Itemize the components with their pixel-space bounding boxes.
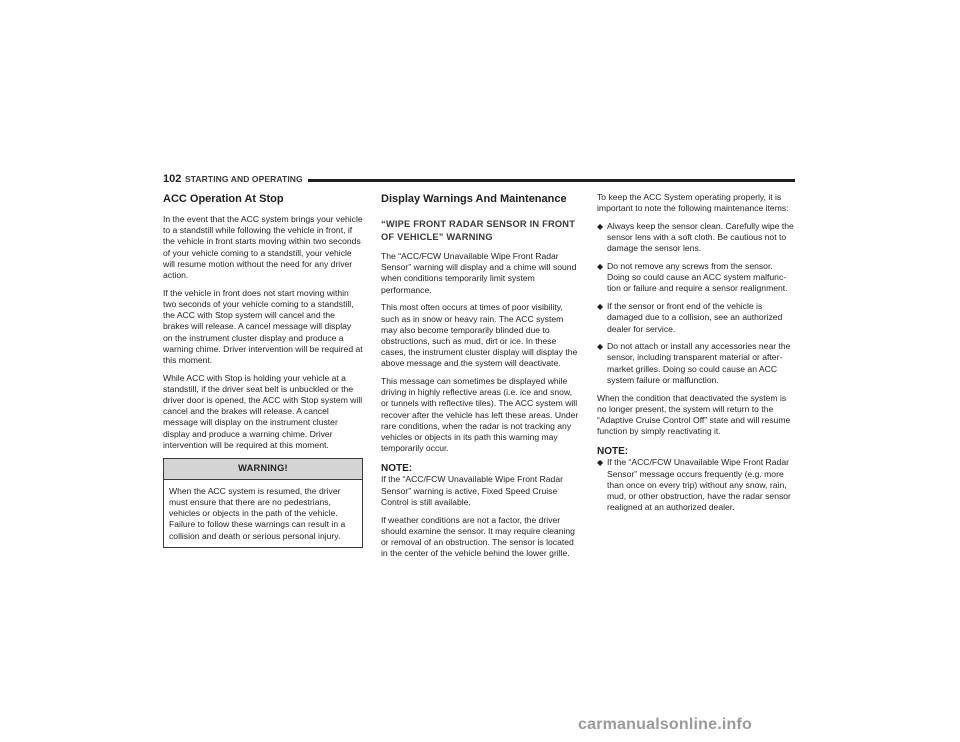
note-list <box>597 457 797 513</box>
list-item-text: If the “ACC/FCW Unavailable Wipe Front Radar Sensor” message occurs frequently (e.g. more than once on every trip) without any snow, rain, mud, or other obstruction, have the radar sensor realigned at an authorized dealer. <box>607 457 791 513</box>
paragraph: This message can sometimes be displayed while driving in highly reflective areas (i.e. ice and snow, or tunnels with reflective tiles). The ACC system will recover after the vehicle has left these areas. Under rare conditions, when the radar is not tracking any vehicles or objects in its path this warning may temporarily occur. <box>381 376 579 454</box>
column-middle <box>381 192 581 566</box>
column-left <box>163 192 363 548</box>
list-item <box>597 221 797 255</box>
list-item-text: If the sensor or front end of the vehicle is damaged due to a collision, see an authorized dealer for service. <box>607 301 783 334</box>
diamond-bullet-icon: ◆ <box>597 221 604 231</box>
list-item <box>597 301 797 335</box>
note-label: NOTE: <box>597 446 629 458</box>
list-item <box>597 457 797 513</box>
paragraph: While ACC with Stop is holding your vehicle at a standstill, if the driver seat belt is unbuckled or the driver door is opened, the ACC with Stop system will cancel and the brakes will release. A cancel message will display on the instrument cluster display and produce a warning chime. Driver intervention will be required at this moment. <box>163 372 363 450</box>
header-rule <box>308 179 795 182</box>
watermark: carmanualsonline.info <box>578 716 753 733</box>
list-item <box>597 341 797 386</box>
wipe-radar-subheading: “WIPE FRONT RADAR SENSOR IN FRONT OF VEHICLE” WARNING <box>381 219 576 242</box>
note-paragraph: If weather conditions are not a factor, the driver should examine the sensor. It may require cleaning or removal of an obstruction. The sensor is located in the center of the vehicle behind the lower grille. <box>381 514 575 559</box>
acc-stop-heading: ACC Operation At Stop <box>163 193 284 205</box>
maintenance-list <box>597 221 797 386</box>
paragraph: If the vehicle in front does not start moving within two seconds of your vehicle coming to a standstill, the ACC with Stop system will cancel and the brakes will release. A cancel message will display on the instrument cluster display and produce a warning chime. Driver intervention will be required at this moment. <box>163 287 363 365</box>
paragraph: The “ACC/FCW Unavailable Wipe Front Radar Sensor” warning will display and a chime will sound when conditions temporarily limit system performance. <box>381 251 577 295</box>
list-item-text: Do not remove any screws from the sensor. Doing so could cause an ACC system malfunc-tion or failure and require a sensor realignment. <box>607 261 788 294</box>
page-header <box>163 170 795 188</box>
diamond-bullet-icon: ◆ <box>597 262 604 272</box>
note-paragraph: If the “ACC/FCW Unavailable Wipe Front Radar Sensor” warning is active, Fixed Speed Cruise Control is still available. <box>381 474 563 507</box>
display-warnings-heading: Display Warnings And Maintenance <box>381 193 567 205</box>
warning-title: WARNING! <box>164 459 362 480</box>
list-item-text: Do not attach or install any accessories near the sensor, including transparent material or after-market grilles. Doing so could cause an ACC system failure or malfunction. <box>607 341 791 385</box>
paragraph: In the event that the ACC system brings your vehicle to a standstill while following the vehicle in front, if the vehicle in front starts moving within two seconds of your vehicle coming to a standstill, your vehicle will resume motion without the need for any driver action. <box>163 214 363 281</box>
page-number: 102 <box>163 173 182 185</box>
list-item <box>597 261 797 295</box>
maintenance-intro: To keep the ACC System operating properly, it is important to note the following maintenance items: <box>597 192 789 214</box>
list-item-text: Always keep the sensor clean. Carefully wipe the sensor lens with a soft cloth. Be cautious not to damage the sensor lens. <box>607 220 794 254</box>
column-right <box>597 192 797 520</box>
diamond-bullet-icon: ◆ <box>597 342 604 352</box>
warning-text: When the ACC system is resumed, the driver must ensure that there are no pedestrians, vehicles or objects in the path of the vehicle. Failure to follow these warnings can result in a collision and death or serious personal injury. <box>169 485 346 541</box>
paragraph: This most often occurs at times of poor visibility, such as in snow or heavy rain. The ACC system may also become temporarily blinded due to obstructions, such as mud, dirt or ice. In these cases, the instrument cluster display will display the above message and the system will deactivate. <box>381 302 578 369</box>
diamond-bullet-icon: ◆ <box>597 302 604 312</box>
warning-box <box>163 458 363 548</box>
section-title: STARTING AND OPERATING <box>185 174 303 184</box>
note-label: NOTE: <box>381 463 413 475</box>
paragraph: When the condition that deactivated the system is no longer present, the system will return to the “Adaptive Cruise Control Off” state and will resume function by simply reactivating it. <box>597 392 791 437</box>
diamond-bullet-icon: ◆ <box>597 458 604 468</box>
